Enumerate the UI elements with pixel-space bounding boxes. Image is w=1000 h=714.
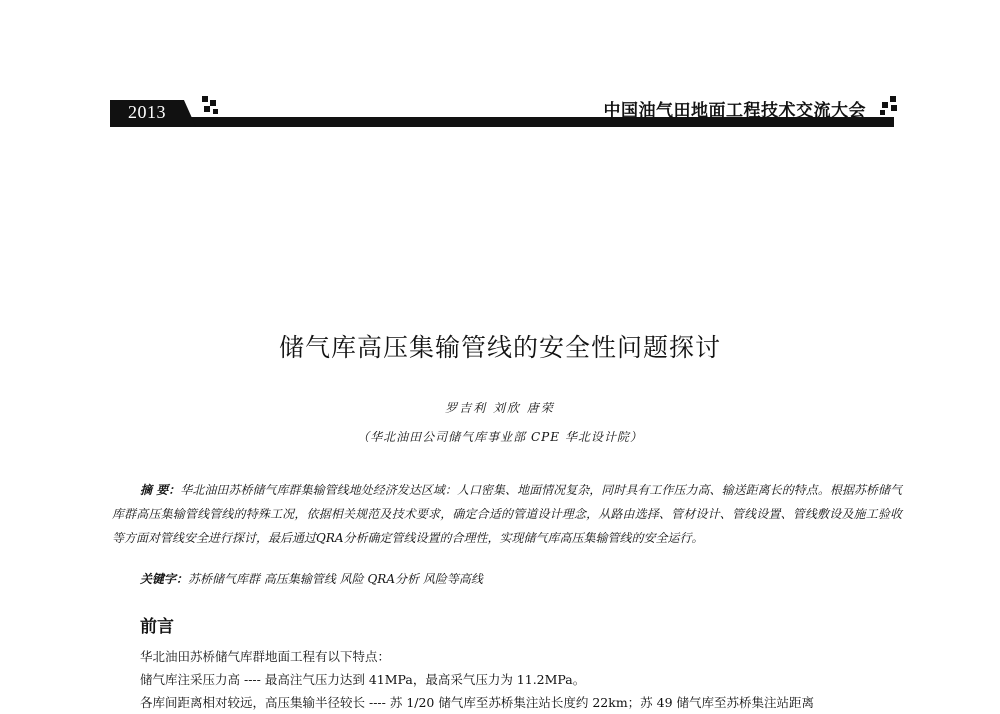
body-line: 各库间距离相对较远，高压集输半径较长 ---- 苏 1/20 储气库至苏桥集注站长度约 22km；苏 49 储气库至苏桥集注站距离 bbox=[140, 695, 815, 710]
page-header bbox=[110, 96, 894, 132]
body-line: 华北油田苏桥储气库群地面工程有以下特点： bbox=[140, 649, 391, 664]
paper-authors: 罗吉利 刘欣 唐荣 bbox=[445, 401, 555, 415]
keywords-label: 关键字： bbox=[140, 572, 189, 586]
abstract-label: 摘 要： bbox=[140, 483, 181, 497]
pixel-square-icon bbox=[202, 96, 220, 116]
abstract bbox=[112, 478, 902, 550]
pixel-square-icon bbox=[878, 96, 898, 116]
conference-title: 中国油气田地面工程技术交流大会 bbox=[603, 101, 866, 121]
keywords bbox=[140, 570, 900, 587]
abstract-text: 华北油田苏桥储气库群集输管线地处经济发达区域：人口密集、地面情况复杂，同时具有工作压力高、输送距离长的特点。根据苏桥储气库群高压集输管线管线的特殊工况，依据相关规范及技术要求，确定合适的管道设计理念，从路由选择、管材设计、管线设置、管线敷设及施工验收等方面对管线安全进行探讨，最后通过QRA分析确定管线设置的合理性，实现储气库高压集输管线的安全运行。 bbox=[112, 483, 902, 545]
section-heading-preface: 前言 bbox=[140, 617, 174, 637]
paper-title: 储气库高压集输管线的安全性问题探讨 bbox=[278, 333, 721, 362]
paper-affiliation: （华北油田公司储气库事业部 CPE 华北设计院） bbox=[357, 430, 643, 444]
header-year: 2013 bbox=[128, 102, 166, 122]
body-line: 储气库注采压力高 ---- 最高注气压力达到 41MPa，最高采气压力为 11.2MPa。 bbox=[140, 672, 586, 687]
keywords-text: 苏桥储气库群 高压集输管线 风险 QRA分析 风险等高线 bbox=[188, 572, 483, 586]
body-text bbox=[140, 645, 900, 714]
